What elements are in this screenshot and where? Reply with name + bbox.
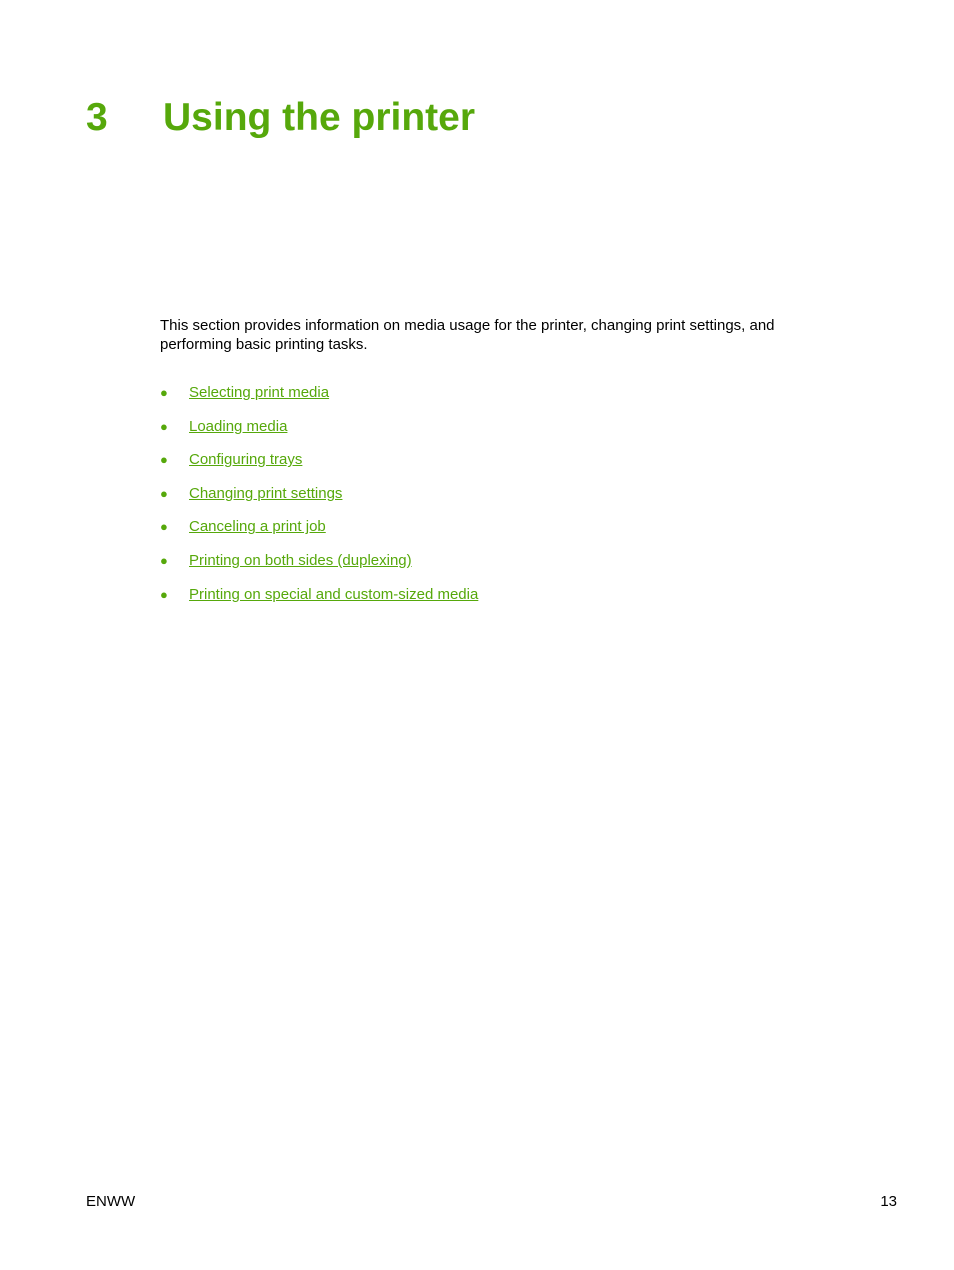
link-selecting-print-media[interactable]: Selecting print media xyxy=(189,384,330,401)
link-loading-media[interactable]: Loading media xyxy=(189,417,288,435)
link-configuring-trays[interactable]: Configuring trays xyxy=(189,451,303,469)
bullet-icon: ● xyxy=(160,485,168,501)
link-canceling-print-job[interactable]: Canceling a print job xyxy=(189,518,326,536)
chapter-contents-list xyxy=(160,383,478,618)
list-item xyxy=(160,417,478,451)
page-number: 13 xyxy=(880,1193,897,1210)
list-item xyxy=(160,450,478,484)
list-item xyxy=(160,484,478,518)
list-item xyxy=(160,551,478,585)
chapter-number: 3 xyxy=(86,96,108,139)
list-item xyxy=(160,585,478,619)
bullet-icon: ● xyxy=(160,385,168,400)
bullet-icon: ● xyxy=(160,452,168,468)
link-printing-special-media[interactable]: Printing on special and custom-sized media xyxy=(189,585,479,603)
link-printing-both-sides[interactable]: Printing on both sides (duplexing) xyxy=(189,551,412,569)
list-item xyxy=(160,383,478,417)
intro-paragraph: This section provides information on media usage for the printer, changing print settings, and performing basic printing tasks. xyxy=(160,317,775,353)
bullet-icon: ● xyxy=(160,586,168,602)
chapter-heading xyxy=(86,94,475,142)
list-item xyxy=(160,517,478,551)
bullet-icon: ● xyxy=(160,418,168,434)
chapter-title: Using the printer xyxy=(163,96,476,139)
footer-label: ENWW xyxy=(86,1193,136,1210)
bullet-icon: ● xyxy=(160,552,168,568)
bullet-icon: ● xyxy=(160,519,168,535)
link-changing-print-settings[interactable]: Changing print settings xyxy=(189,484,343,502)
